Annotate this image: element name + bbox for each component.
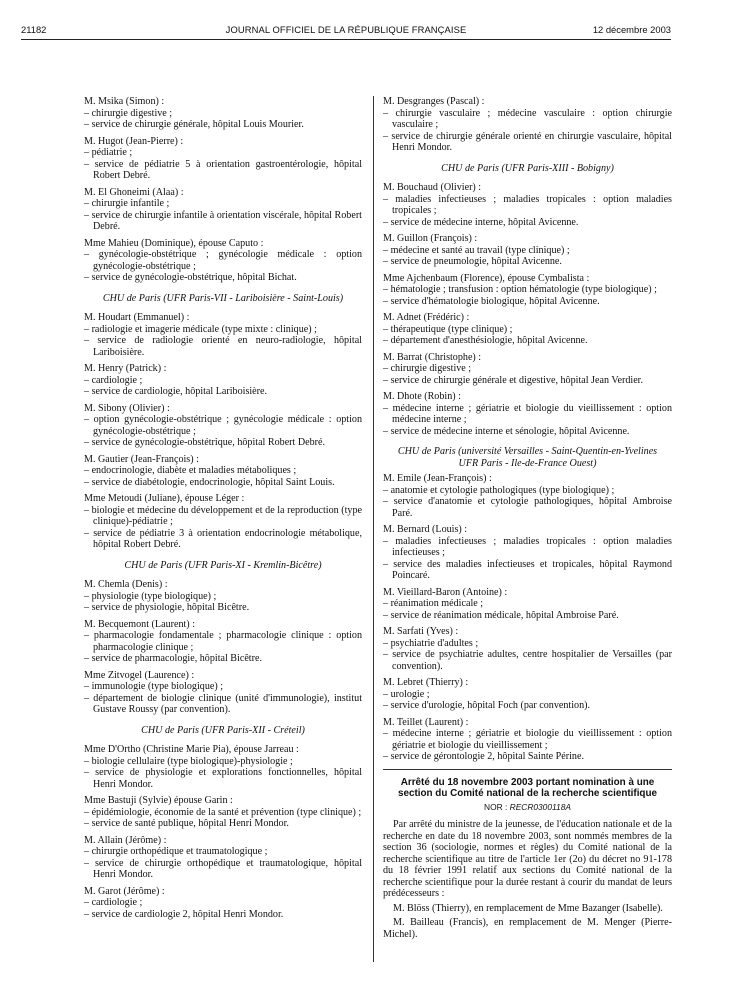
appointment-detail: – chirurgie orthopédique et traumatologique ; xyxy=(84,846,268,857)
appointee-name: M. Adnet (Frédéric) : xyxy=(383,312,470,323)
appointment-detail: – urologie ; xyxy=(383,688,430,700)
appointee-name: M. Desgranges (Pascal) : xyxy=(383,96,485,107)
appointee-name: M. Bouchaud (Olivier) : xyxy=(383,182,482,193)
appointment-detail: – biologie et médecine du développement et de la reproduction (type clinique)-pédiatrie ; xyxy=(84,504,362,527)
appointee-name: M. Allain (Jérôme) : xyxy=(84,834,167,846)
appointee-name: M. Becquemont (Laurent) : xyxy=(84,618,195,630)
issue-date: 12 décembre 2003 xyxy=(592,24,671,35)
appointment-detail: – biologie cellulaire (type biologique)-physiologie ; xyxy=(84,755,293,767)
section-heading: CHU de Paris (UFR Paris-XI - Kremlin-Bicêtre) xyxy=(124,559,322,571)
page-header xyxy=(21,24,671,38)
appointment-detail: – médecine interne ; gériatrie et biologie du vieillissement : option médecine interne ; xyxy=(383,402,672,425)
appointment-entry xyxy=(383,473,672,519)
appointment-list xyxy=(84,312,362,551)
appointee-name: M. Barrat (Christophe) : xyxy=(383,351,482,363)
appointment-entry xyxy=(383,233,672,268)
appointment-entry xyxy=(84,136,362,182)
appointment-detail: – service de radiologie orienté en neuro-radiologie, hôpital Lariboisière. xyxy=(84,335,362,358)
appointee-name: M. Emile (Jean-François) : xyxy=(383,473,492,484)
appointment-entry xyxy=(84,403,362,449)
appointment-detail: – service de gérontologie 2, hôpital Sainte Périne. xyxy=(383,751,584,762)
appointee-name: Mme D'Ortho (Christine Marie Pia), épouse Jarreau : xyxy=(84,744,299,755)
appointment-detail: – département de biologie clinique (unité d'immunologie), institut Gustave Roussy (par convention). xyxy=(84,692,362,715)
appointment-entry xyxy=(84,886,362,921)
appointment-detail: – service de médecine interne et sénologie, hôpital Avicenne. xyxy=(383,425,630,437)
article-separator xyxy=(383,769,672,770)
appointment-detail: – chirurgie digestive ; xyxy=(84,107,173,119)
appointee-name: M. Gautier (Jean-François) : xyxy=(84,453,199,465)
appointment-entry xyxy=(84,312,362,358)
appointment-entry xyxy=(84,187,362,233)
appointment-detail: – maladies infectieuses ; maladies tropicales : option maladies tropicales ; xyxy=(383,193,672,216)
nor-reference xyxy=(383,802,672,814)
appointment-detail: – service de psychiatrie adultes, centre hospitalier de Versailles (par convention). xyxy=(383,649,672,672)
appointment-detail: – maladies infectieuses ; maladies tropicales : option maladies infectieuses ; xyxy=(383,535,672,558)
appointment-entry xyxy=(383,352,672,387)
section-heading-line: UFR Paris - Ile-de-France Ouest) xyxy=(458,457,597,469)
arrete-paragraph: M. Bailleau (Francis), en remplacement de M. Menger (Pierre-Michel). xyxy=(383,917,672,940)
appointee-name: Mme Ajchenbaum (Florence), épouse Cymbalista : xyxy=(383,272,590,284)
appointment-entry xyxy=(383,587,672,622)
appointment-entry xyxy=(383,391,672,437)
appointment-detail: – service de chirurgie générale et digestive, hôpital Jean Verdier. xyxy=(383,374,644,386)
column-divider xyxy=(373,96,374,962)
appointment-detail: – service d'hématologie biologique, hôpital Avicenne. xyxy=(383,295,600,307)
appointment-list xyxy=(84,579,362,716)
appointment-detail: – service de médecine interne, hôpital Avicenne. xyxy=(383,216,579,228)
appointee-name: M. Guillon (François) : xyxy=(383,233,478,244)
section-heading: CHU de Paris (UFR Paris-XIII - Bobigny) xyxy=(441,162,614,174)
appointment-detail: – chirurgie digestive ; xyxy=(383,363,472,374)
section-heading xyxy=(383,446,672,469)
appointment-list xyxy=(84,96,362,284)
appointment-detail: – épidémiologie, économie de la santé et prévention (type clinique) ; xyxy=(84,806,362,818)
appointee-name: Mme Mahieu (Dominique), épouse Caputo : xyxy=(84,237,264,249)
arrete-paragraph: M. Blöss (Thierry), en remplacement de Mme Bazanger (Isabelle). xyxy=(393,902,663,914)
appointment-entry xyxy=(84,835,362,881)
appointment-detail: – service de gynécologie-obstétrique, hôpital Robert Debré. xyxy=(84,437,326,448)
appointee-name: M. Lebret (Thierry) : xyxy=(383,677,469,688)
appointment-entry xyxy=(84,454,362,489)
appointee-name: Mme Bastuji (Sylvie) épouse Garin : xyxy=(84,795,233,806)
appointment-list xyxy=(383,473,672,763)
appointment-detail: – service de diabétologie, endocrinologie, hôpital Saint Louis. xyxy=(84,476,335,488)
appointment-detail: – service de chirurgie générale, hôpital Louis Mourier. xyxy=(84,119,304,130)
appointment-detail: – service de chirurgie générale orienté en chirurgie vasculaire, hôpital Henri Mondor. xyxy=(383,130,672,153)
left-column xyxy=(84,96,362,925)
appointment-detail: – service de santé publique, hôpital Henri Mondor. xyxy=(84,818,289,829)
appointment-entry xyxy=(383,182,672,228)
appointment-entry xyxy=(84,363,362,398)
appointment-detail: – option gynécologie-obstétrique ; gynécologie médicale : option gynécologie-obstétrique ; xyxy=(84,414,362,437)
appointment-detail: – service des maladies infectieuses et tropicales, hôpital Raymond Poincaré. xyxy=(383,558,672,581)
appointment-detail: – service de cardiologie 2, hôpital Henri Mondor. xyxy=(84,908,284,920)
appointee-name: M. Hugot (Jean-Pierre) : xyxy=(84,135,184,147)
arrete-title: Arrêté du 18 novembre 2003 portant nomination à une section du Comité national de la recherche scientifique xyxy=(397,776,657,799)
appointment-detail: – chirurgie vasculaire ; médecine vasculaire : option chirurgie vasculaire ; xyxy=(383,107,672,130)
page-number: 21182 xyxy=(21,24,47,35)
appointment-detail: – chirurgie infantile ; xyxy=(84,198,170,209)
appointment-detail: – service de pédiatrie 3 à orientation endocrinologie métabolique, hôpital Robert Debré. xyxy=(84,527,362,550)
appointment-detail: – pédiatrie ; xyxy=(84,147,133,158)
appointment-detail: – pharmacologie fondamentale ; pharmacologie clinique : option pharmacologie clinique ; xyxy=(84,630,362,653)
right-column xyxy=(383,96,672,943)
appointment-detail: – service de chirurgie orthopédique et traumatologique, hôpital Henri Mondor. xyxy=(84,857,362,880)
appointment-entry xyxy=(84,670,362,716)
appointment-detail: – service de physiologie, hôpital Bicêtre. xyxy=(84,602,250,613)
appointee-name: Mme Metoudi (Juliane), épouse Léger : xyxy=(84,493,245,504)
appointment-detail: – anatomie et cytologie pathologiques (type biologique) ; xyxy=(383,484,615,496)
appointment-entry xyxy=(84,744,362,790)
appointment-entry xyxy=(383,96,672,154)
appointment-entry xyxy=(84,795,362,830)
appointment-detail: – psychiatrie d'adultes ; xyxy=(383,637,479,649)
appointment-detail: – service de pharmacologie, hôpital Bicêtre. xyxy=(84,653,262,664)
appointment-entry xyxy=(383,312,672,347)
nor-code: RECR0300118A xyxy=(509,801,571,812)
appointment-detail: – endocrinologie, diabète et maladies métaboliques ; xyxy=(84,465,297,476)
appointee-name: M. Teillet (Laurent) : xyxy=(383,716,469,728)
appointment-detail: – département d'anesthésiologie, hôpital Avicenne. xyxy=(383,335,588,346)
header-rule xyxy=(21,39,671,40)
section-heading: CHU de Paris (UFR Paris-VII - Lariboisière - Saint-Louis) xyxy=(102,292,344,304)
appointee-name: M. Houdart (Emmanuel) : xyxy=(84,312,190,323)
appointee-name: M. Vieillard-Baron (Antoine) : xyxy=(383,586,508,598)
nor-label: NOR : xyxy=(484,801,508,812)
appointment-detail: – hématologie ; transfusion : option hématologie (type biologique) ; xyxy=(383,284,657,295)
appointment-entry xyxy=(383,717,672,763)
appointment-entry xyxy=(383,626,672,672)
appointment-detail: – radiologie et imagerie médicale (type mixte : clinique) ; xyxy=(84,323,317,335)
appointee-name: M. Sarfati (Yves) : xyxy=(383,626,459,637)
appointment-list xyxy=(383,182,672,437)
appointee-name: M. Dhote (Robin) : xyxy=(383,391,461,402)
appointment-entry xyxy=(383,273,672,308)
appointment-entry xyxy=(383,524,672,582)
appointment-entry xyxy=(383,677,672,712)
appointment-entry xyxy=(84,96,362,131)
appointment-detail: – service de physiologie et explorations fonctionnelles, hôpital Henri Mondor. xyxy=(84,767,362,790)
appointment-list xyxy=(84,744,362,920)
appointee-name: Mme Zitvogel (Laurence) : xyxy=(84,669,195,681)
appointment-detail: – immunologie (type biologique) ; xyxy=(84,681,224,692)
appointment-entry xyxy=(84,619,362,665)
appointment-detail: – service d'urologie, hôpital Foch (par convention). xyxy=(383,700,591,711)
appointment-detail: – physiologie (type biologique) ; xyxy=(84,590,217,602)
appointment-detail: – thérapeutique (type clinique) ; xyxy=(383,323,513,335)
appointment-list xyxy=(383,96,672,154)
arrete-paragraph: Par arrêté du ministre de la jeunesse, de l'éducation nationale et de la recherche en date du 18 novembre 2003, sont nommés membres de la section 36 (sociologie, normes et règles) du Comité national de la recherche scientifique au titre de l'article 1er (2o) du décret no 91-178 du 18 février 1991 relatif aux sections du Comité national de la recherche scientifique pour la durée restant à courir du mandat de leurs prédécesseurs : xyxy=(383,819,672,899)
section-heading-line: CHU de Paris (université Versailles - Saint-Quentin-en-Yvelines xyxy=(397,446,658,457)
appointment-detail: – service de chirurgie infantile à orientation viscérale, hôpital Robert Debré. xyxy=(84,209,362,232)
appointee-name: M. Msika (Simon) : xyxy=(84,96,165,107)
appointment-detail: – cardiologie ; xyxy=(84,374,143,386)
appointment-detail: – médecine et santé au travail (type clinique) ; xyxy=(383,244,570,256)
appointee-name: M. Sibony (Olivier) : xyxy=(84,402,170,414)
appointment-detail: – service de pédiatrie 5 à orientation gastroentérologie, hôpital Robert Debré. xyxy=(84,158,362,181)
appointment-detail: – service d'anatomie et cytologie pathologiques, hôpital Ambroise Paré. xyxy=(383,496,672,519)
arrete-body xyxy=(383,819,672,940)
appointee-name: M. Henry (Patrick) : xyxy=(84,363,167,374)
appointment-detail: – service de réanimation médicale, hôpital Ambroise Paré. xyxy=(383,609,619,621)
appointment-detail: – service de gynécologie-obstétrique, hôpital Bichat. xyxy=(84,272,297,283)
appointment-detail: – gynécologie-obstétrique ; gynécologie médicale : option gynécologie-obstétrique ; xyxy=(84,249,362,272)
appointment-detail: – médecine interne ; gériatrie et biologie du vieillissement : option gériatrie et biologie du vieillissement ; xyxy=(383,728,672,751)
appointment-entry xyxy=(84,238,362,284)
journal-title: JOURNAL OFFICIEL DE LA RÉPUBLIQUE FRANÇAISE xyxy=(225,24,467,35)
appointment-entry xyxy=(84,493,362,551)
appointee-name: M. Bernard (Louis) : xyxy=(383,524,468,535)
appointment-detail: – cardiologie ; xyxy=(84,897,143,908)
appointment-detail: – service de cardiologie, hôpital Lariboisière. xyxy=(84,386,268,397)
appointee-name: M. Garot (Jérôme) : xyxy=(84,885,165,897)
appointment-detail: – service de pneumologie, hôpital Avicenne. xyxy=(383,256,562,267)
appointment-entry xyxy=(84,579,362,614)
appointee-name: M. Chemla (Denis) : xyxy=(84,579,168,590)
appointment-detail: – réanimation médicale ; xyxy=(383,598,484,609)
section-heading: CHU de Paris (UFR Paris-XII - Créteil) xyxy=(141,724,305,736)
appointee-name: M. El Ghoneimi (Alaa) : xyxy=(84,186,184,198)
